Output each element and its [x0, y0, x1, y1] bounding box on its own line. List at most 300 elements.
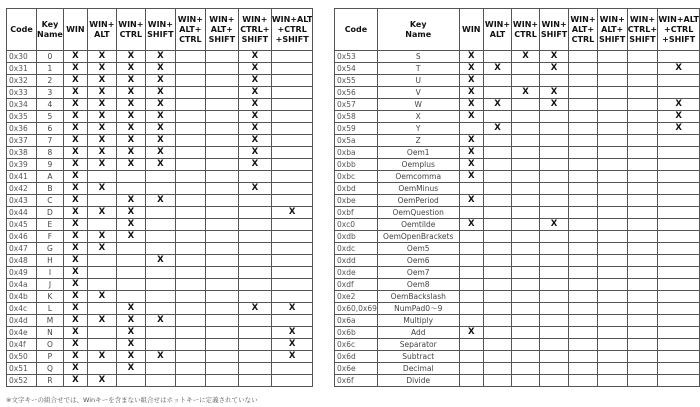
hotkey-mark: X	[145, 351, 175, 363]
empty-cell	[238, 363, 271, 375]
table-row	[7, 339, 313, 351]
empty-cell	[175, 339, 205, 351]
key-name-cell: Divide	[377, 375, 459, 387]
empty-cell	[238, 207, 271, 219]
empty-cell	[271, 123, 313, 135]
key-name-cell: 7	[37, 135, 64, 147]
empty-cell	[540, 375, 569, 387]
empty-cell	[569, 351, 598, 363]
empty-cell	[483, 339, 511, 351]
hotkey-mark: X	[87, 87, 116, 99]
empty-cell	[271, 75, 313, 87]
empty-cell	[569, 291, 598, 303]
code-cell: 0x43	[7, 195, 37, 207]
hotkey-mark: X	[116, 363, 145, 375]
empty-cell	[116, 375, 145, 387]
hotkey-mark: X	[87, 207, 116, 219]
empty-cell	[205, 207, 238, 219]
empty-cell	[175, 123, 205, 135]
empty-cell	[87, 267, 116, 279]
key-name-cell: V	[377, 87, 459, 99]
empty-cell	[627, 159, 658, 171]
key-name-cell: C	[37, 195, 64, 207]
table-row	[7, 351, 313, 363]
empty-cell	[627, 51, 658, 63]
empty-cell	[597, 255, 627, 267]
table-row	[335, 303, 700, 315]
empty-cell	[175, 63, 205, 75]
hotkey-mark: X	[271, 339, 313, 351]
empty-cell	[271, 147, 313, 159]
key-name-cell: 6	[37, 123, 64, 135]
key-name-cell: K	[37, 291, 64, 303]
hotkey-mark: X	[145, 123, 175, 135]
empty-cell	[205, 51, 238, 63]
empty-cell	[238, 351, 271, 363]
empty-cell	[459, 303, 483, 315]
empty-cell	[627, 171, 658, 183]
empty-cell	[483, 147, 511, 159]
empty-cell	[658, 183, 700, 195]
hotkey-mark: X	[63, 111, 87, 123]
empty-cell	[483, 375, 511, 387]
column-header: WIN	[459, 9, 483, 51]
hotkey-mark: X	[63, 375, 87, 387]
empty-cell	[271, 267, 313, 279]
key-name-cell: M	[37, 315, 64, 327]
empty-cell	[483, 111, 511, 123]
empty-cell	[627, 267, 658, 279]
empty-cell	[627, 195, 658, 207]
code-cell: 0x6a	[335, 315, 378, 327]
empty-cell	[658, 147, 700, 159]
empty-cell	[175, 183, 205, 195]
code-cell: 0x33	[7, 87, 37, 99]
hotkey-mark: X	[459, 171, 483, 183]
empty-cell	[597, 159, 627, 171]
hotkey-mark: X	[63, 87, 87, 99]
hotkey-mark: X	[271, 327, 313, 339]
empty-cell	[271, 279, 313, 291]
table-row	[335, 339, 700, 351]
code-cell: 0x4f	[7, 339, 37, 351]
empty-cell	[459, 123, 483, 135]
empty-cell	[483, 171, 511, 183]
table-row	[7, 267, 313, 279]
hotkey-mark: X	[63, 279, 87, 291]
empty-cell	[540, 255, 569, 267]
table-row	[7, 303, 313, 315]
code-cell: 0x45	[7, 219, 37, 231]
empty-cell	[205, 183, 238, 195]
empty-cell	[569, 75, 598, 87]
key-name-cell: 0	[37, 51, 64, 63]
empty-cell	[597, 339, 627, 351]
empty-cell	[175, 159, 205, 171]
empty-cell	[483, 255, 511, 267]
key-name-cell: Decimal	[377, 363, 459, 375]
empty-cell	[569, 99, 598, 111]
hotkey-mark: X	[87, 75, 116, 87]
empty-cell	[512, 231, 540, 243]
empty-cell	[205, 363, 238, 375]
empty-cell	[569, 279, 598, 291]
empty-cell	[627, 279, 658, 291]
code-cell: 0x6b	[335, 327, 378, 339]
code-cell: 0x37	[7, 135, 37, 147]
hotkey-mark: X	[63, 351, 87, 363]
hotkey-mark: X	[238, 183, 271, 195]
empty-cell	[145, 363, 175, 375]
empty-cell	[658, 87, 700, 99]
hotkey-mark: X	[459, 51, 483, 63]
empty-cell	[627, 75, 658, 87]
empty-cell	[175, 195, 205, 207]
empty-cell	[145, 219, 175, 231]
code-cell: 0x57	[335, 99, 378, 111]
empty-cell	[145, 183, 175, 195]
key-name-cell: 5	[37, 111, 64, 123]
empty-cell	[238, 315, 271, 327]
hotkey-mark: X	[238, 63, 271, 75]
empty-cell	[540, 291, 569, 303]
empty-cell	[205, 303, 238, 315]
hotkey-mark: X	[116, 351, 145, 363]
code-cell: 0x4a	[7, 279, 37, 291]
empty-cell	[205, 87, 238, 99]
hotkey-mark: X	[459, 327, 483, 339]
empty-cell	[271, 363, 313, 375]
empty-cell	[271, 159, 313, 171]
empty-cell	[145, 279, 175, 291]
table-row	[7, 219, 313, 231]
key-name-cell: P	[37, 351, 64, 363]
empty-cell	[483, 351, 511, 363]
empty-cell	[459, 183, 483, 195]
code-cell: 0x6d	[335, 351, 378, 363]
column-header: WIN+ ALT	[87, 9, 116, 51]
empty-cell	[512, 243, 540, 255]
empty-cell	[205, 231, 238, 243]
table-row	[335, 291, 700, 303]
key-name-cell: I	[37, 267, 64, 279]
empty-cell	[627, 303, 658, 315]
hotkey-mark: X	[116, 87, 145, 99]
empty-cell	[512, 291, 540, 303]
empty-cell	[569, 207, 598, 219]
hotkey-mark: X	[145, 63, 175, 75]
table-row	[7, 147, 313, 159]
table-row	[335, 267, 700, 279]
hotkey-mark: X	[63, 171, 87, 183]
table-row	[335, 243, 700, 255]
empty-cell	[597, 219, 627, 231]
code-cell: 0x34	[7, 99, 37, 111]
hotkey-mark: X	[63, 315, 87, 327]
column-header: WIN+ SHIFT	[145, 9, 175, 51]
empty-cell	[658, 207, 700, 219]
column-header: Key Name	[377, 9, 459, 51]
empty-cell	[597, 363, 627, 375]
hotkey-mark: X	[459, 147, 483, 159]
code-cell: 0x56	[335, 87, 378, 99]
empty-cell	[483, 231, 511, 243]
empty-cell	[569, 135, 598, 147]
key-name-cell: Separator	[377, 339, 459, 351]
table-row	[7, 171, 313, 183]
empty-cell	[569, 267, 598, 279]
key-name-cell: OemQuestion	[377, 207, 459, 219]
empty-cell	[271, 183, 313, 195]
empty-cell	[175, 255, 205, 267]
table-row	[7, 315, 313, 327]
empty-cell	[271, 243, 313, 255]
empty-cell	[658, 315, 700, 327]
hotkey-mark: X	[116, 99, 145, 111]
hotkey-mark: X	[459, 111, 483, 123]
hotkey-mark: X	[63, 147, 87, 159]
empty-cell	[175, 327, 205, 339]
code-cell: 0x42	[7, 183, 37, 195]
column-header: WIN+ALT +CTRL +SHIFT	[658, 9, 700, 51]
empty-cell	[205, 171, 238, 183]
empty-cell	[205, 219, 238, 231]
empty-cell	[597, 183, 627, 195]
key-name-cell: Z	[377, 135, 459, 147]
empty-cell	[175, 291, 205, 303]
hotkey-mark: X	[145, 51, 175, 63]
hotkey-mark: X	[116, 75, 145, 87]
key-name-cell: 4	[37, 99, 64, 111]
column-header: WIN+ ALT+ SHIFT	[205, 9, 238, 51]
hotkey-mark: X	[63, 99, 87, 111]
hotkey-mark: X	[116, 111, 145, 123]
hotkey-mark: X	[271, 303, 313, 315]
column-header: Code	[335, 9, 378, 51]
empty-cell	[658, 351, 700, 363]
empty-cell	[569, 303, 598, 315]
empty-cell	[540, 243, 569, 255]
hotkey-mark: X	[87, 111, 116, 123]
empty-cell	[597, 351, 627, 363]
empty-cell	[483, 267, 511, 279]
hotkey-mark: X	[238, 87, 271, 99]
empty-cell	[597, 195, 627, 207]
hotkey-mark: X	[483, 123, 511, 135]
empty-cell	[238, 327, 271, 339]
empty-cell	[569, 195, 598, 207]
empty-cell	[512, 171, 540, 183]
hotkey-mark: X	[116, 51, 145, 63]
hotkey-mark: X	[116, 339, 145, 351]
empty-cell	[658, 75, 700, 87]
hotkey-mark: X	[116, 195, 145, 207]
empty-cell	[483, 219, 511, 231]
key-name-cell: F	[37, 231, 64, 243]
empty-cell	[87, 303, 116, 315]
column-header: WIN+ CTRL	[512, 9, 540, 51]
empty-cell	[87, 279, 116, 291]
code-cell: 0x48	[7, 255, 37, 267]
empty-cell	[658, 219, 700, 231]
hotkey-mark: X	[63, 123, 87, 135]
hotkey-mark: X	[63, 219, 87, 231]
empty-cell	[205, 123, 238, 135]
empty-cell	[145, 207, 175, 219]
empty-cell	[238, 255, 271, 267]
footnote: ※文字キーの組合せでは、Winキーを含まない組合せはホットキーに定義されていない	[6, 396, 258, 404]
empty-cell	[459, 291, 483, 303]
empty-cell	[627, 327, 658, 339]
empty-cell	[238, 291, 271, 303]
hotkey-mark: X	[63, 63, 87, 75]
code-cell: 0x32	[7, 75, 37, 87]
empty-cell	[569, 327, 598, 339]
table-row	[335, 99, 700, 111]
key-name-cell: Oem6	[377, 255, 459, 267]
table-row	[7, 51, 313, 63]
empty-cell	[658, 363, 700, 375]
hotkey-mark: X	[238, 159, 271, 171]
empty-cell	[540, 75, 569, 87]
empty-cell	[205, 279, 238, 291]
empty-cell	[597, 111, 627, 123]
key-name-cell: S	[377, 51, 459, 63]
hotkey-mark: X	[87, 351, 116, 363]
key-name-cell: N	[37, 327, 64, 339]
empty-cell	[597, 243, 627, 255]
empty-cell	[658, 51, 700, 63]
empty-cell	[145, 171, 175, 183]
key-name-cell: L	[37, 303, 64, 315]
empty-cell	[205, 291, 238, 303]
code-cell: 0xbe	[335, 195, 378, 207]
empty-cell	[175, 135, 205, 147]
empty-cell	[512, 63, 540, 75]
hotkey-mark: X	[145, 135, 175, 147]
code-cell: 0xde	[335, 267, 378, 279]
table-row	[335, 315, 700, 327]
key-name-cell: O	[37, 339, 64, 351]
empty-cell	[459, 363, 483, 375]
empty-cell	[175, 147, 205, 159]
empty-cell	[540, 351, 569, 363]
key-name-cell: Oem8	[377, 279, 459, 291]
column-header: WIN+ SHIFT	[540, 9, 569, 51]
hotkey-mark: X	[145, 315, 175, 327]
hotkey-mark: X	[116, 159, 145, 171]
key-name-cell: B	[37, 183, 64, 195]
empty-cell	[540, 207, 569, 219]
empty-cell	[627, 219, 658, 231]
empty-cell	[540, 123, 569, 135]
empty-cell	[459, 315, 483, 327]
hotkey-mark: X	[238, 135, 271, 147]
empty-cell	[512, 123, 540, 135]
key-name-cell: 8	[37, 147, 64, 159]
empty-cell	[238, 267, 271, 279]
table-row	[7, 111, 313, 123]
column-header: Code	[7, 9, 37, 51]
empty-cell	[540, 327, 569, 339]
key-name-cell: W	[377, 99, 459, 111]
key-name-cell: A	[37, 171, 64, 183]
code-cell: 0x60,0x69	[335, 303, 378, 315]
empty-cell	[512, 315, 540, 327]
code-cell: 0x59	[335, 123, 378, 135]
empty-cell	[512, 339, 540, 351]
empty-cell	[512, 375, 540, 387]
hotkey-mark: X	[145, 99, 175, 111]
empty-cell	[512, 303, 540, 315]
hotkey-mark: X	[63, 51, 87, 63]
empty-cell	[459, 351, 483, 363]
hotkey-mark: X	[512, 87, 540, 99]
code-cell: 0x30	[7, 51, 37, 63]
hotkey-mark: X	[459, 219, 483, 231]
empty-cell	[512, 351, 540, 363]
hotkey-mark: X	[87, 243, 116, 255]
key-name-cell: Subtract	[377, 351, 459, 363]
empty-cell	[271, 231, 313, 243]
empty-cell	[627, 291, 658, 303]
empty-cell	[597, 267, 627, 279]
empty-cell	[569, 87, 598, 99]
empty-cell	[87, 363, 116, 375]
key-name-cell: E	[37, 219, 64, 231]
empty-cell	[483, 51, 511, 63]
key-name-cell: Oemcomma	[377, 171, 459, 183]
hotkey-mark: X	[63, 135, 87, 147]
empty-cell	[512, 99, 540, 111]
key-name-cell: U	[377, 75, 459, 87]
key-name-cell: OemOpenBrackets	[377, 231, 459, 243]
empty-cell	[238, 171, 271, 183]
table-row	[335, 111, 700, 123]
empty-cell	[459, 339, 483, 351]
key-name-cell: OemMinus	[377, 183, 459, 195]
empty-cell	[205, 147, 238, 159]
hotkey-mark: X	[116, 135, 145, 147]
empty-cell	[175, 315, 205, 327]
table-row	[7, 159, 313, 171]
empty-cell	[238, 339, 271, 351]
hotkey-mark: X	[459, 87, 483, 99]
hotkey-mark: X	[540, 63, 569, 75]
empty-cell	[271, 171, 313, 183]
empty-cell	[87, 255, 116, 267]
hotkey-mark: X	[540, 51, 569, 63]
hotkey-mark: X	[238, 111, 271, 123]
hotkey-mark: X	[483, 63, 511, 75]
empty-cell	[569, 147, 598, 159]
hotkey-mark: X	[145, 255, 175, 267]
empty-cell	[540, 315, 569, 327]
empty-cell	[459, 231, 483, 243]
table-row	[335, 135, 700, 147]
empty-cell	[205, 99, 238, 111]
code-cell: 0x54	[335, 63, 378, 75]
hotkey-mark: X	[116, 303, 145, 315]
empty-cell	[658, 303, 700, 315]
empty-cell	[116, 243, 145, 255]
empty-cell	[627, 243, 658, 255]
empty-cell	[569, 315, 598, 327]
table-row	[335, 327, 700, 339]
hotkey-mark: X	[145, 75, 175, 87]
column-header: WIN+ALT +CTRL +SHIFT	[271, 9, 313, 51]
empty-cell	[658, 159, 700, 171]
